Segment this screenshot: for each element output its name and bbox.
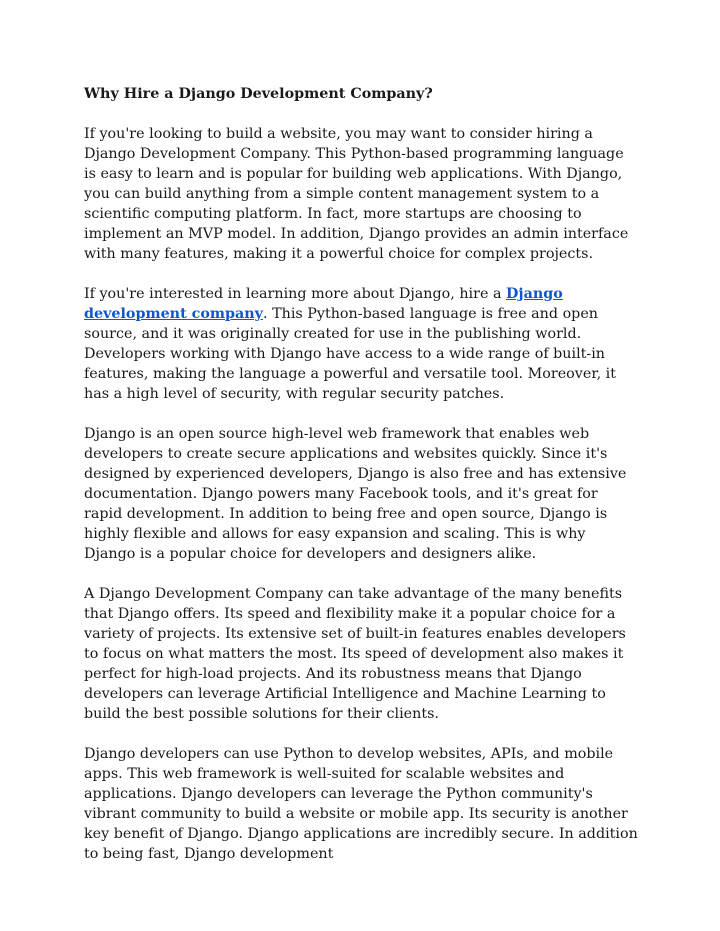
paragraph-5: Django developers can use Python to develop websites, APIs, and mobile apps. This web framework is well-suited for scalable websites and applications. Django developers can leverage the Python community's vibrant community to build a website or mobile app. Its security is another key benefit of Django. Django applications are incredibly secure. In addition to being fast, Django development [84, 746, 638, 862]
paragraph-2 [84, 284, 640, 404]
paragraph-2-text-after-link: . This Python-based language is free and open source, and it was originally created for use in the publishing world. Developers working with Django have access to a wide range of built-in features, making the language a powerful and versatile tool. Moreover, it has a high level of security, with regular security patches. [84, 306, 616, 402]
paragraph-2-text-before-link: If you're interested in learning more about Django, hire a [84, 286, 507, 302]
paragraph-3: Django is an open source high-level web framework that enables web developers to create secure applications and websites quickly. Since it's designed by experienced developers, Django is also free and has extensive documentation. Django powers many Facebook tools, and it's great for rapid development. In addition to being free and open source, Django is highly flexible and allows for easy expansion and scaling. This is why Django is a popular choice for developers and designers alike. [84, 426, 627, 562]
paragraph-4: A Django Development Company can take advantage of the many benefits that Django offers. Its speed and flexibility make it a popular choice for a variety of projects. Its extensive set of built-in features enables developers to focus on what matters the most. Its speed of development also makes it perfect for high-load projects. And its robustness means that Django developers can leverage Artificial Intelligence and Machine Learning to build the best possible solutions for their clients. [84, 586, 626, 722]
document-content [84, 84, 640, 884]
document-title: Why Hire a Django Development Company? [84, 86, 433, 102]
paragraph-1: If you're looking to build a website, you may want to consider hiring a Django Development Company. This Python-based programming language is easy to learn and is popular for building web applications. With Django, you can build anything from a simple content management system to a scientific computing platform. In fact, more startups are choosing to implement an MVP model. In addition, Django provides an admin interface with many features, making it a powerful choice for complex projects. [84, 126, 629, 262]
django-development-company-link[interactable]: Django development company [84, 286, 563, 322]
